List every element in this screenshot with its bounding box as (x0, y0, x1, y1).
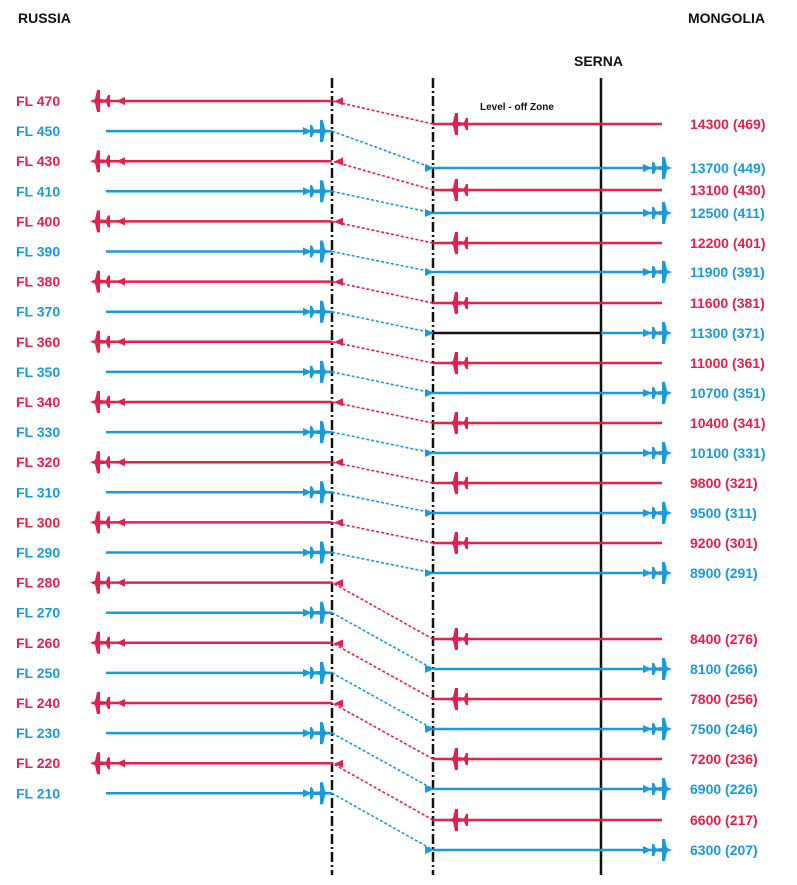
transition-connector (332, 583, 433, 639)
arrowhead (334, 278, 343, 286)
transition-connector (332, 733, 433, 789)
transition-connector (332, 613, 433, 669)
flight-level-label: FL 320 (16, 454, 61, 471)
aircraft-icon (448, 113, 468, 135)
aircraft-icon (310, 241, 330, 263)
aircraft-icon (448, 472, 468, 494)
aircraft-icon (90, 391, 110, 413)
flight-level-rows (16, 90, 766, 861)
flight-level-label: FL 290 (16, 544, 61, 561)
arrowhead (334, 218, 343, 226)
transition-connector (332, 432, 433, 453)
arrowhead (643, 268, 652, 276)
transition-connector (332, 793, 433, 850)
arrowhead (116, 398, 125, 406)
metric-level-label: 9200 (301) (690, 535, 758, 551)
metric-level-label: 13700 (449) (690, 160, 766, 176)
aircraft-icon (90, 271, 110, 293)
metric-level-label: 12500 (411) (690, 205, 765, 221)
arrowhead (334, 338, 343, 346)
aircraft-icon (652, 322, 672, 344)
aircraft-icon (652, 261, 672, 283)
aircraft-icon (310, 120, 330, 142)
flight-level-label: FL 280 (16, 574, 61, 591)
arrowhead (116, 639, 125, 647)
metric-level-label: 11600 (381) (690, 295, 765, 311)
aircraft-icon (90, 692, 110, 714)
arrowhead (116, 699, 125, 707)
metric-level-label: 11000 (361) (690, 355, 765, 371)
aircraft-icon (310, 481, 330, 503)
arrowhead (334, 579, 343, 587)
arrowhead (334, 760, 343, 768)
aircraft-icon (90, 90, 110, 112)
transition-connector (332, 191, 433, 213)
arrowhead (116, 97, 125, 105)
metric-level-label: 7200 (236) (690, 751, 758, 767)
metric-level-label: 11900 (391) (690, 264, 765, 280)
aircraft-icon (448, 292, 468, 314)
flight-level-label: FL 260 (16, 634, 61, 651)
arrowhead (643, 329, 652, 337)
aircraft-icon (310, 421, 330, 443)
aircraft-icon (652, 778, 672, 800)
arrowhead (643, 785, 652, 793)
metric-level-label: 8900 (291) (690, 565, 758, 581)
arrowhead (643, 449, 652, 457)
aircraft-icon (652, 562, 672, 584)
flight-level-label: FL 350 (16, 363, 61, 380)
flight-level-label: FL 300 (16, 514, 61, 531)
transition-connector (332, 553, 433, 574)
transition-connector (332, 462, 433, 483)
flight-level-label: FL 380 (16, 273, 61, 290)
flight-level-label: FL 230 (16, 725, 61, 742)
metric-level-label: 6900 (226) (690, 781, 758, 797)
transition-connector (332, 522, 433, 543)
metric-level-label: 10100 (331) (690, 445, 766, 461)
aircraft-icon (310, 301, 330, 323)
transition-connector (332, 312, 433, 333)
transition-connector (332, 643, 433, 699)
aircraft-icon (652, 658, 672, 680)
metric-level-label: 13100 (430) (690, 182, 766, 198)
arrowhead (334, 700, 343, 708)
aircraft-icon (448, 688, 468, 710)
flight-level-label: FL 390 (16, 243, 61, 260)
metric-level-label: 7800 (256) (690, 691, 758, 707)
arrowhead (334, 157, 343, 165)
arrowhead (425, 449, 434, 457)
transition-connector (332, 221, 433, 243)
metric-level-label: 12200 (401) (690, 235, 766, 251)
flight-level-label: FL 400 (16, 213, 61, 230)
arrowhead (643, 509, 652, 517)
aircraft-icon (448, 232, 468, 254)
transition-connector (332, 763, 433, 820)
flight-level-label: FL 360 (16, 333, 61, 350)
transition-connector (332, 703, 433, 759)
aircraft-icon (90, 511, 110, 533)
aircraft-icon (652, 502, 672, 524)
metric-level-label: 6300 (207) (690, 842, 758, 858)
transition-connector (332, 372, 433, 393)
metric-level-label: 9800 (321) (690, 475, 758, 491)
aircraft-icon (310, 602, 330, 624)
transition-connector (332, 673, 433, 729)
flight-level-label: FL 220 (16, 755, 61, 772)
aircraft-icon (310, 180, 330, 202)
arrowhead (643, 209, 652, 217)
arrowhead (116, 759, 125, 767)
metric-level-label: 11300 (371) (690, 325, 765, 341)
arrowhead (334, 519, 343, 527)
flight-level-label: FL 210 (16, 785, 61, 802)
aircraft-icon (90, 451, 110, 473)
aircraft-icon (448, 412, 468, 434)
transition-connector (332, 282, 433, 303)
transition-connector (332, 402, 433, 423)
aircraft-icon (652, 442, 672, 464)
metric-level-label: 10400 (341) (690, 415, 766, 431)
arrowhead (334, 458, 343, 466)
flight-level-label: FL 430 (16, 153, 61, 170)
arrowhead (116, 278, 125, 286)
aircraft-icon (310, 361, 330, 383)
metric-level-label: 8100 (266) (690, 661, 758, 677)
metric-level-label: 9500 (311) (690, 505, 757, 521)
arrowhead (116, 217, 125, 225)
aircraft-icon (310, 782, 330, 804)
aircraft-icon (652, 839, 672, 861)
aircraft-icon (90, 210, 110, 232)
arrowhead (116, 458, 125, 466)
flight-level-label: FL 410 (16, 183, 61, 200)
transition-connector (332, 131, 433, 168)
flight-level-label: FL 340 (16, 394, 61, 410)
metric-level-label: 6600 (217) (690, 812, 758, 828)
flight-level-label: FL 250 (16, 664, 61, 681)
aircraft-icon (310, 722, 330, 744)
aircraft-icon (448, 748, 468, 770)
metric-level-label: 14300 (469) (690, 116, 766, 132)
aircraft-icon (310, 542, 330, 564)
arrowhead (643, 569, 652, 577)
aircraft-icon (310, 662, 330, 684)
aircraft-icon (652, 718, 672, 740)
arrowhead (643, 665, 652, 673)
transition-connector (332, 101, 433, 124)
arrowhead (643, 164, 652, 172)
aircraft-icon (652, 382, 672, 404)
arrowhead (334, 398, 343, 406)
arrowhead (116, 518, 125, 526)
flight-level-label: FL 450 (16, 123, 61, 140)
metric-level-label: 8400 (276) (690, 631, 758, 647)
flight-level-label: FL 270 (16, 604, 61, 621)
transition-connector (332, 161, 433, 190)
transition-connector (332, 492, 433, 513)
arrowhead (116, 157, 125, 165)
aircraft-icon (448, 809, 468, 831)
arrowhead (643, 846, 652, 854)
arrowhead (116, 579, 125, 587)
mongolia-label: MONGOLIA (688, 10, 765, 26)
flight-level-label: FL 470 (16, 93, 61, 109)
aircraft-icon (90, 632, 110, 654)
flight-level-label: FL 370 (16, 303, 61, 320)
aircraft-icon (90, 150, 110, 172)
transition-connector (332, 342, 433, 363)
arrowhead (116, 338, 125, 346)
arrowhead (643, 725, 652, 733)
arrowhead (643, 389, 652, 397)
arrowhead (425, 268, 434, 276)
flight-level-label: FL 330 (16, 424, 61, 441)
aircraft-icon (90, 331, 110, 353)
aircraft-icon (448, 352, 468, 374)
aircraft-icon (90, 572, 110, 594)
aircraft-icon (448, 628, 468, 650)
arrowhead (334, 97, 343, 105)
aircraft-icon (448, 179, 468, 201)
aircraft-icon (652, 157, 672, 179)
aircraft-icon (652, 202, 672, 224)
flight-level-label: FL 240 (16, 695, 61, 711)
level-off-zone-label: Level - off Zone (480, 102, 554, 113)
transition-connector (332, 252, 433, 273)
serna-label: SERNA (574, 53, 624, 69)
metric-level-label: 7500 (246) (690, 721, 758, 737)
russia-label: RUSSIA (18, 10, 71, 26)
arrowhead (334, 639, 343, 647)
metric-level-label: 10700 (351) (690, 385, 766, 401)
aircraft-icon (448, 532, 468, 554)
flight-level-label: FL 310 (16, 484, 61, 501)
aircraft-icon (90, 752, 110, 774)
